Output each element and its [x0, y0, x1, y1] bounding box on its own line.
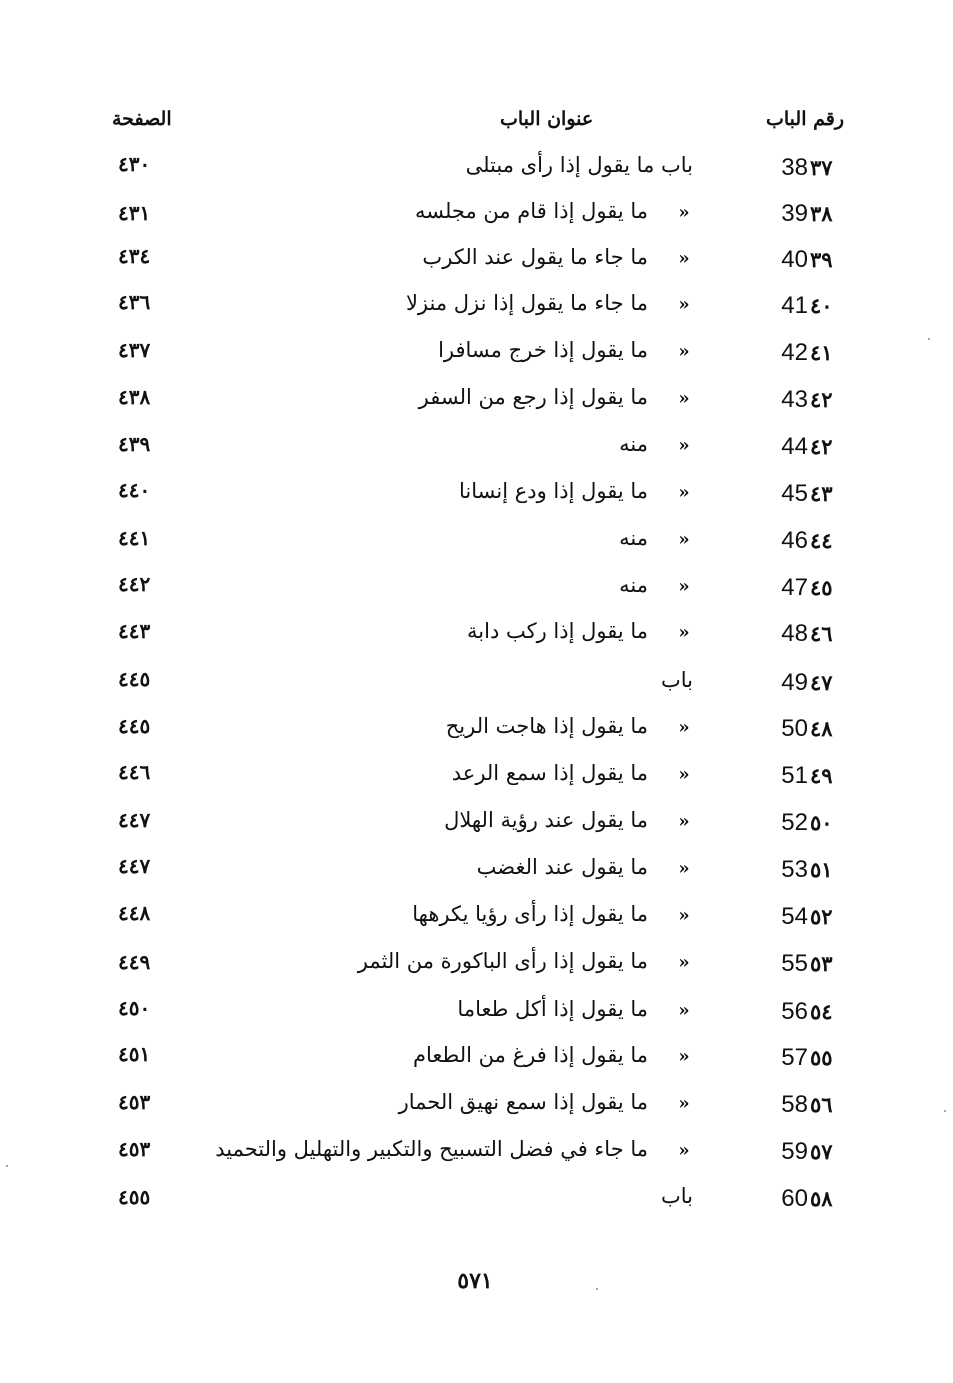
page-number: ٤٤١ [118, 526, 151, 550]
chapter-number-latin: 44 [781, 433, 808, 460]
chapter-number-arabic: ٤٦ [810, 621, 833, 646]
chapter-title: ما يقول إذا فرغ من الطعام [413, 1043, 648, 1067]
chapter-title: ما يقول إذا سمع الرعد [451, 761, 648, 785]
list-item [0, 242, 953, 288]
chapter-number-latin: 53 [781, 856, 808, 883]
chapter-number-arabic: ٤٧ [810, 670, 833, 695]
ditto-mark: » [678, 576, 690, 597]
ditto-mark: » [678, 294, 690, 315]
list-item [0, 196, 953, 242]
chapter-title: ما يقول إذا رأى الباكورة من الثمر [357, 949, 648, 973]
chapter-number-latin: 46 [781, 527, 808, 554]
ditto-mark: » [678, 1046, 690, 1067]
header-chapter-number: رقم الباب [766, 108, 844, 130]
chapter-title: ما جاء في فضل التسبيح والتكبير والتهليل والتحميد [215, 1137, 648, 1161]
page-number: ٤٣٧ [118, 338, 151, 362]
page-number: ٤٥١ [118, 1042, 151, 1066]
chapter-number-latin: 52 [781, 809, 808, 836]
ditto-mark: » [678, 717, 690, 738]
header-chapter-title: عنوان الباب [500, 108, 594, 130]
ditto-mark: » [678, 1000, 690, 1021]
chapter-number-latin: 56 [781, 998, 808, 1025]
ditto-mark: » [678, 1140, 690, 1161]
page-number: ٤٣٠ [118, 152, 151, 176]
ditto-mark: » [678, 905, 690, 926]
chapter-title: ما جاء ما يقول إذا نزل منزلا [405, 291, 648, 315]
chapter-number-arabic: ٥٧ [810, 1139, 833, 1164]
chapter-number-latin: 45 [781, 480, 808, 507]
list-item [0, 946, 953, 992]
chapter-number-latin: 47 [781, 574, 808, 601]
ditto-mark: » [678, 482, 690, 503]
chapter-number-arabic: ٥٤ [810, 999, 833, 1024]
header-page: الصفحة [112, 108, 172, 130]
chapter-number-arabic: ٤٩ [810, 763, 833, 788]
list-item [0, 852, 953, 898]
page-number: ٤٣٩ [118, 432, 151, 456]
scan-speck [944, 1110, 946, 1112]
chapter-number-latin: 58 [781, 1091, 808, 1118]
list-item [0, 899, 953, 945]
ditto-mark: » [678, 858, 690, 879]
ditto-mark: » [678, 811, 690, 832]
list-item [0, 523, 953, 569]
chapter-title: ما يقول إذا قام من مجلسه [414, 199, 648, 223]
list-item [0, 570, 953, 616]
chapter-title: ما يقول عند الغضب [476, 855, 648, 879]
chapter-number-latin: 43 [781, 386, 808, 413]
chapter-title: منه [619, 573, 648, 597]
list-item [0, 382, 953, 428]
list-item [0, 616, 953, 662]
chapter-title: منه [619, 526, 648, 550]
ditto-mark: » [678, 1093, 690, 1114]
chapter-title: ما يقول إذا رجع من السفر [418, 385, 648, 409]
chapter-number-arabic: ٣٧ [810, 155, 833, 180]
chapter-number-arabic: ٤٠ [810, 293, 833, 318]
chapter-number-latin: 39 [781, 200, 808, 227]
chapter-number-latin: 60 [781, 1185, 808, 1212]
page-number: ٤٣٦ [118, 290, 151, 314]
chapter-title: ما يقول إذا ركب دابة [467, 619, 648, 643]
ditto-mark: » [678, 764, 690, 785]
list-item [0, 1134, 953, 1180]
chapter-number-arabic: ٤١ [810, 340, 833, 365]
chapter-number-latin: 57 [781, 1044, 808, 1071]
ditto-mark: » [678, 248, 690, 269]
ditto-mark: » [678, 388, 690, 409]
page-number: ٤٥٥ [118, 1185, 151, 1209]
ditto-mark: » [678, 341, 690, 362]
page-number: ٤٣٤ [118, 244, 151, 268]
chapter-title: ما يقول إذا ودع إنسانا [458, 479, 648, 503]
page-number: ٤٤٨ [118, 901, 151, 925]
list-item [0, 758, 953, 804]
chapter-number-arabic: ٣٨ [810, 201, 833, 226]
chapter-number-arabic: ٥٢ [810, 904, 833, 929]
chapter-number-latin: 50 [781, 715, 808, 742]
chapter-number-latin: 48 [781, 620, 808, 647]
list-item [0, 1181, 953, 1227]
chapter-title: ما يقول إذا رأى رؤيا يكرهها [412, 902, 648, 926]
chapter-number-latin: 54 [781, 903, 808, 930]
chapter-number-arabic: ٥٣ [810, 951, 833, 976]
page-number: ٤٥٣ [118, 1090, 151, 1114]
chapter-number-arabic: ٥١ [810, 857, 833, 882]
chapter-number-arabic: ٥٦ [810, 1092, 833, 1117]
list-item [0, 711, 953, 757]
list-item [0, 805, 953, 851]
chapter-number-arabic: ٤٢ [810, 387, 833, 412]
page-number: ٤٤٣ [118, 619, 151, 643]
page-number: ٤٥٣ [118, 1137, 151, 1161]
list-item [0, 994, 953, 1040]
chapter-title: باب [660, 668, 693, 692]
chapter-title: ما يقول عند رؤية الهلال [444, 808, 648, 832]
chapter-title: ما يقول إذا سمع نهيق الحمار [398, 1090, 648, 1114]
page-number: ٤٤٧ [118, 854, 151, 878]
page-number: ٤٤٧ [118, 808, 151, 832]
chapter-number-arabic: ٣٩ [810, 247, 833, 272]
chapter-title: منه [619, 432, 648, 456]
chapter-number-latin: 59 [781, 1138, 808, 1165]
chapter-number-arabic: ٥٨ [810, 1186, 833, 1211]
chapter-number-arabic: ٥٥ [810, 1045, 833, 1070]
ditto-mark: » [678, 529, 690, 550]
chapter-title: باب ما يقول إذا رأى مبتلى [465, 153, 693, 177]
chapter-title: ما جاء ما يقول عند الكرب [422, 245, 648, 269]
chapter-number-arabic: ٤٣ [810, 481, 833, 506]
chapter-title: ما يقول إذا أكل طعاما [457, 997, 648, 1021]
ditto-mark: » [678, 202, 690, 223]
list-item [0, 429, 953, 475]
chapter-number-latin: 49 [781, 669, 808, 696]
chapter-number-arabic: ٤٨ [810, 716, 833, 741]
chapter-number-latin: 51 [781, 762, 808, 789]
list-item [0, 288, 953, 334]
page-number: ٤٤٠ [118, 478, 151, 502]
chapter-number-arabic: ٤٢ [810, 434, 833, 459]
page-number: ٤٤٢ [118, 572, 151, 596]
chapter-number-latin: 42 [781, 339, 808, 366]
scan-speck [6, 1165, 8, 1167]
page-number: ٤٤٦ [118, 760, 151, 784]
page-number: ٤٥٠ [118, 996, 151, 1020]
chapter-number-latin: 40 [781, 246, 808, 273]
chapter-number-latin: 41 [781, 292, 808, 319]
ditto-mark: » [678, 622, 690, 643]
page-number: ٤٣٨ [118, 385, 151, 409]
page-number: ٤٤٥ [118, 667, 151, 691]
chapter-title: ما يقول إذا هاجت الريح [445, 714, 648, 738]
scan-speck [928, 338, 930, 340]
list-item [0, 665, 953, 711]
list-item [0, 476, 953, 522]
page-number: ٤٣١ [118, 201, 151, 225]
chapter-number-arabic: ٥٠ [810, 810, 833, 835]
page-number: ٤٤٥ [118, 714, 151, 738]
list-item [0, 150, 953, 196]
chapter-title: ما يقول إذا خرج مسافرا [438, 338, 648, 362]
footer-page-number: ٥٧١ [457, 1268, 493, 1294]
list-item [0, 1040, 953, 1086]
list-item [0, 335, 953, 381]
chapter-number-arabic: ٤٤ [810, 528, 833, 553]
page-number: ٤٤٩ [118, 950, 151, 974]
ditto-mark: » [678, 952, 690, 973]
list-item [0, 1087, 953, 1133]
chapter-title: باب [660, 1184, 693, 1208]
chapter-number-arabic: ٤٥ [810, 575, 833, 600]
scan-speck [596, 1288, 598, 1290]
chapter-number-latin: 55 [781, 950, 808, 977]
ditto-mark: » [678, 435, 690, 456]
chapter-number-latin: 38 [781, 154, 808, 181]
